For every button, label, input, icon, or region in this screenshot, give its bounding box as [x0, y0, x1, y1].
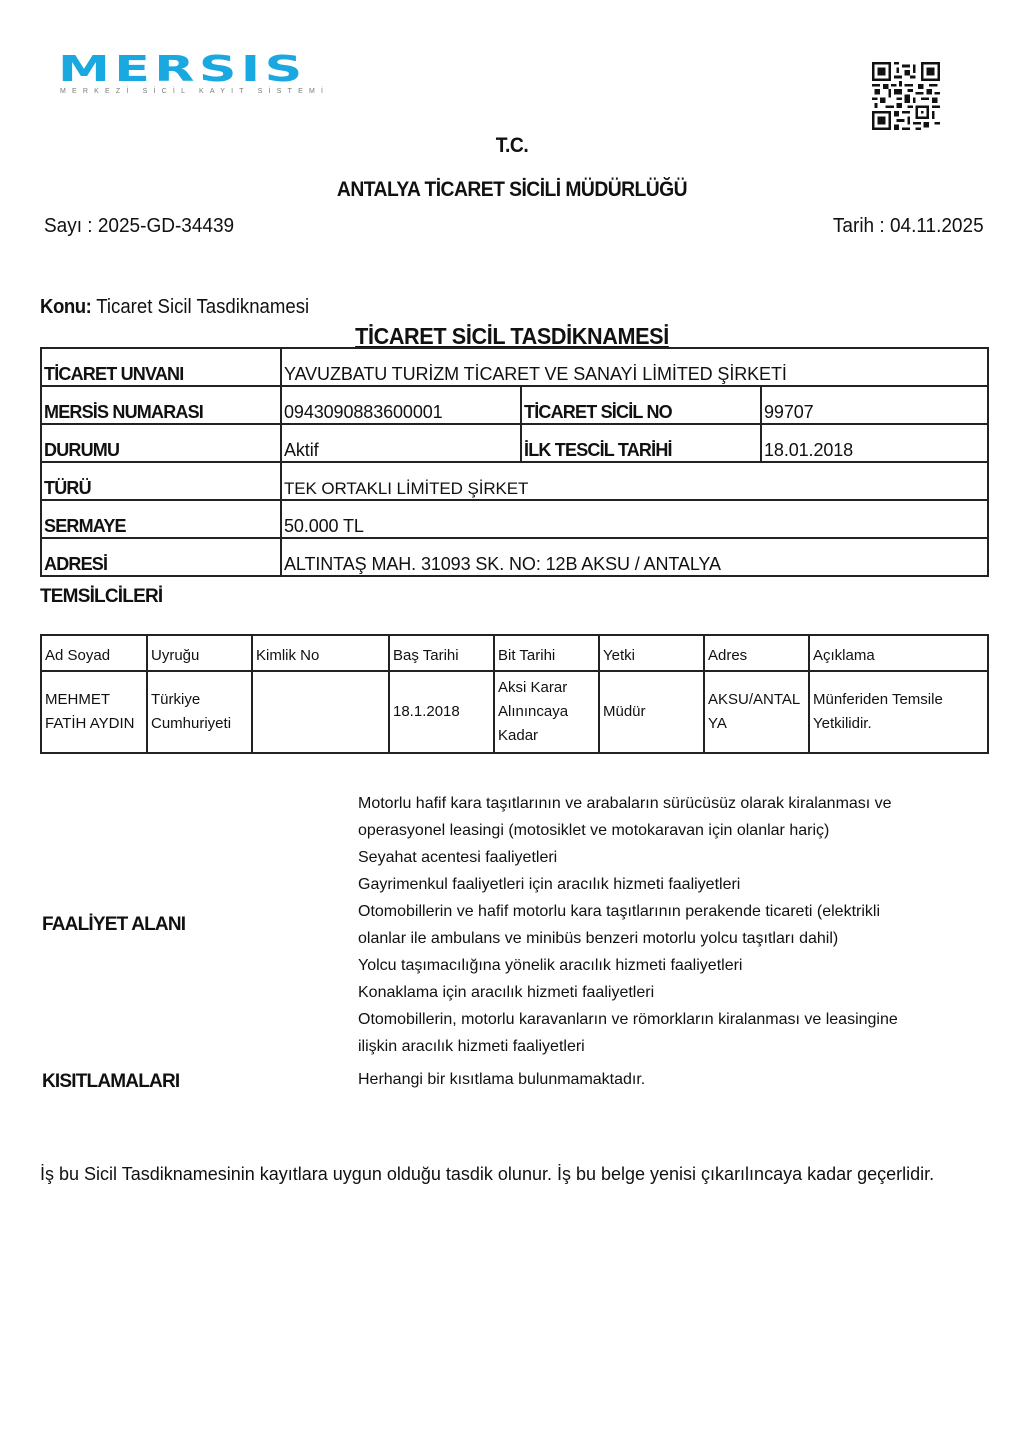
rep-authority: Müdür	[599, 671, 704, 753]
mersis-number-value: 0943090883600001	[281, 386, 521, 424]
subject-line	[40, 296, 309, 319]
certification-statement: İş bu Sicil Tasdiknamesinin kayıtlara uygun olduğu tasdik olunur. İş bu belge yenisi çıkarılıncaya kadar geçerlidir.	[40, 1164, 935, 1184]
registration-date-label: İLK TESCİL TARİHİ	[521, 424, 761, 462]
status-label: DURUMU	[41, 424, 281, 462]
restrictions-value: Herhangi bir kısıtlama bulunmamaktadır.	[358, 1071, 646, 1088]
document-number: Sayı : 2025-GD-34439	[44, 215, 235, 237]
header-tc: T.C.	[495, 134, 529, 157]
info-row-adres	[41, 538, 988, 576]
rep-address: AKSU/ANTALYA	[704, 671, 809, 753]
info-row-unvan	[41, 348, 988, 386]
registry-number-label: TİCARET SİCİL NO	[521, 386, 761, 424]
info-row-durum	[41, 424, 988, 462]
document-title: TİCARET SİCİL TASDİKNAMESİ	[355, 323, 669, 349]
company-info-table	[40, 347, 989, 577]
mersis-logo	[58, 49, 330, 102]
col-yetki: Yetki	[599, 635, 704, 671]
registry-number-value: 99707	[761, 386, 988, 424]
activity-line: Yolcu taşımacılığına yönelik aracılık hizmeti faaliyetleri	[358, 957, 743, 974]
trade-name-label: TİCARET UNVANI	[41, 348, 281, 386]
subject-value: Ticaret Sicil Tasdiknamesi	[96, 296, 310, 318]
col-bit-tarihi: Bit Tarihi	[494, 635, 599, 671]
company-type-label: TÜRÜ	[41, 462, 281, 500]
representatives-heading: TEMSİLCİLERİ	[40, 586, 163, 607]
document-date: Tarih : 04.11.2025	[833, 215, 984, 237]
address-value: ALTINTAŞ MAH. 31093 SK. NO: 12B AKSU / ANTALYA	[281, 538, 988, 576]
table-row	[41, 671, 988, 753]
activity-line: Konaklama için aracılık hizmeti faaliyetleri	[358, 984, 655, 1001]
restrictions-label: KISITLAMALARI	[42, 1071, 180, 1092]
rep-start-date: 18.1.2018	[389, 671, 494, 753]
col-adres: Adres	[704, 635, 809, 671]
rep-end-date: Aksi Karar Alınıncaya Kadar	[494, 671, 599, 753]
col-ad-soyad: Ad Soyad	[41, 635, 147, 671]
activity-line: Seyahat acentesi faaliyetleri	[358, 849, 558, 866]
registry-office-title: ANTALYA TİCARET SİCİLİ MÜDÜRLÜĞÜ	[336, 178, 688, 201]
capital-value: 50.000 TL	[281, 500, 988, 538]
trade-name-value: YAVUZBATU TURİZM TİCARET VE SANAYİ LİMİTED ŞİRKETİ	[281, 348, 988, 386]
activity-line: Motorlu hafif kara taşıtlarının ve arabaların sürücüsüz olarak kiralanması ve	[358, 795, 892, 812]
activity-area-label: FAALİYET ALANI	[42, 914, 186, 935]
representatives-table	[40, 634, 989, 754]
address-label: ADRESİ	[41, 538, 281, 576]
qr-code-icon	[872, 62, 940, 130]
col-bas-tarihi: Baş Tarihi	[389, 635, 494, 671]
rep-id-number	[252, 671, 389, 753]
subject-label: Konu:	[40, 296, 92, 318]
registration-date-value: 18.01.2018	[761, 424, 988, 462]
reps-header-row	[41, 635, 988, 671]
rep-nationality: Türkiye Cumhuriyeti	[147, 671, 252, 753]
status-value: Aktif	[281, 424, 521, 462]
activity-line: Otomobillerin ve hafif motorlu kara taşıtlarının perakende ticareti (elektrikli	[358, 903, 880, 920]
col-aciklama: Açıklama	[809, 635, 988, 671]
mersis-number-label: MERSİS NUMARASI	[41, 386, 281, 424]
col-uyrugu: Uyruğu	[147, 635, 252, 671]
activity-line: olanlar ile ambulans ve minibüs benzeri motorlu yolcu taşıtları dahil)	[358, 930, 839, 947]
logo-subtitle: MERKEZİ SİCİL KAYIT SİSTEMİ	[60, 88, 330, 95]
info-row-sermaye	[41, 500, 988, 538]
col-kimlik-no: Kimlik No	[252, 635, 389, 671]
info-row-mersis	[41, 386, 988, 424]
activity-line: Otomobillerin, motorlu karavanların ve römorkların kiralanması ve leasingine	[358, 1011, 898, 1028]
activity-line: operasyonel leasingi (motosiklet ve motokaravan için olanlar hariç)	[358, 822, 830, 839]
activity-line: Gayrimenkul faaliyetleri için aracılık hizmeti faaliyetleri	[358, 876, 741, 893]
logo-wordmark: MERSIS	[58, 49, 307, 90]
activity-area-list	[358, 790, 978, 1060]
company-type-value: TEK ORTAKLI LİMİTED ŞİRKET	[281, 462, 988, 500]
rep-description: Münferiden Temsile Yetkilidir.	[809, 671, 988, 753]
activity-line: ilişkin aracılık hizmeti faaliyetleri	[358, 1038, 585, 1055]
rep-name: MEHMET FATİH AYDIN	[41, 671, 147, 753]
capital-label: SERMAYE	[41, 500, 281, 538]
info-row-turu	[41, 462, 988, 500]
